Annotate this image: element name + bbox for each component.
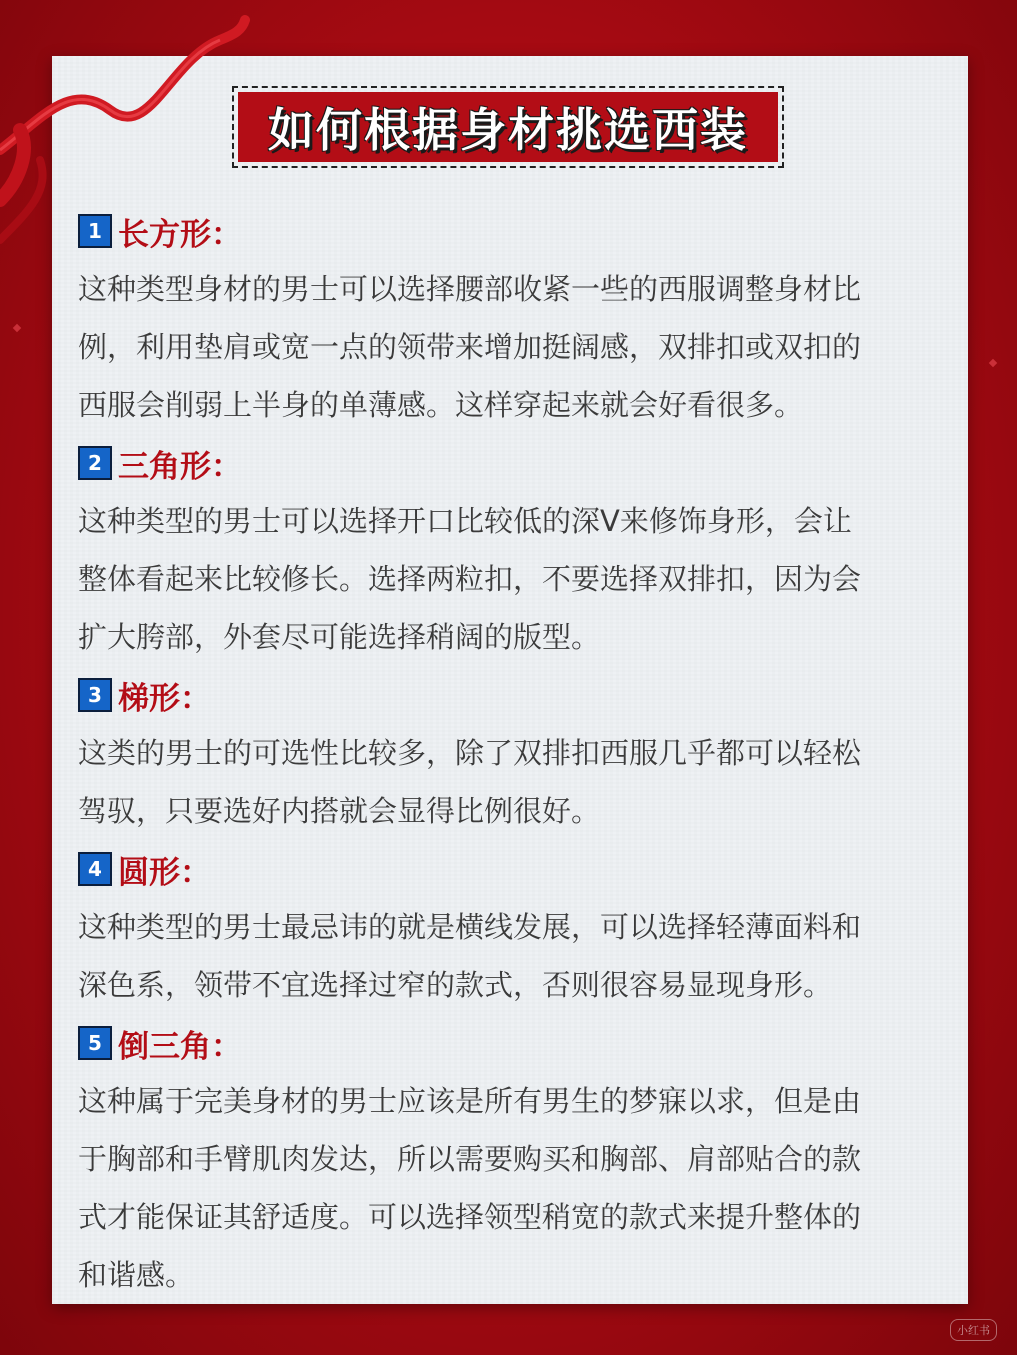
sparkle-decoration xyxy=(989,359,997,367)
section-body-line: 这类的男士的可选性比较多，除了双排扣西服几乎都可以轻松 xyxy=(78,736,862,770)
number-badge: 1 xyxy=(78,214,112,248)
section-3 xyxy=(78,666,944,840)
section-5 xyxy=(78,1014,944,1304)
section-heading-text: 长方形： xyxy=(118,216,242,253)
section-body-line: 于胸部和手臂肌肉发达，所以需要购买和胸部、肩部贴合的款 xyxy=(78,1142,862,1176)
section-heading-text: 倒三角： xyxy=(118,1028,242,1065)
sparkle-decoration xyxy=(13,324,21,332)
section-body-line: 式才能保证其舒适度。可以选择领型稍宽的款式来提升整体的 xyxy=(78,1200,862,1234)
section-2 xyxy=(78,434,944,666)
number-badge: 3 xyxy=(78,678,112,712)
section-body-line: 这种属于完美身材的男士应该是所有男生的梦寐以求，但是由 xyxy=(78,1084,862,1118)
section-heading xyxy=(78,666,944,724)
section-body-line: 例，利用垫肩或宽一点的领带来增加挺阔感，双排扣或双扣的 xyxy=(78,330,862,364)
sections-container xyxy=(78,202,944,1304)
section-body-line: 驾驭，只要选好内搭就会显得比例很好。 xyxy=(78,794,601,828)
title-frame xyxy=(232,86,784,168)
title-banner xyxy=(238,92,778,162)
section-heading xyxy=(78,434,944,492)
page-title: 如何根据身材挑选西装 xyxy=(268,103,748,157)
section-body-line: 西服会削弱上半身的单薄感。这样穿起来就会好看很多。 xyxy=(78,388,804,422)
section-body-line: 这种类型身材的男士可以选择腰部收紧一些的西服调整身材比 xyxy=(78,272,862,306)
number-badge: 4 xyxy=(78,852,112,886)
red-ribbon-decoration xyxy=(0,0,260,260)
number-badge: 5 xyxy=(78,1026,112,1060)
section-body-line: 和谐感。 xyxy=(78,1258,195,1292)
section-heading xyxy=(78,1014,944,1072)
section-body-line: 这种类型的男士最忌讳的就是横线发展，可以选择轻薄面料和 xyxy=(78,910,862,944)
section-body-line: 扩大胯部，外套尽可能选择稍阔的版型。 xyxy=(78,620,601,654)
section-heading xyxy=(78,840,944,898)
watermark-logo: 小红书 xyxy=(950,1319,997,1341)
section-body-line: 深色系，领带不宜选择过窄的款式，否则很容易显现身形。 xyxy=(78,968,833,1002)
section-heading-text: 三角形： xyxy=(118,448,242,485)
section-heading-text: 圆形： xyxy=(118,854,211,891)
number-badge: 2 xyxy=(78,446,112,480)
section-4 xyxy=(78,840,944,1014)
section-body-line: 整体看起来比较修长。选择两粒扣，不要选择双排扣，因为会 xyxy=(78,562,862,596)
section-heading-text: 梯形： xyxy=(118,680,211,717)
section-body-line: 这种类型的男士可以选择开口比较低的深V来修饰身形，会让 xyxy=(78,504,852,538)
